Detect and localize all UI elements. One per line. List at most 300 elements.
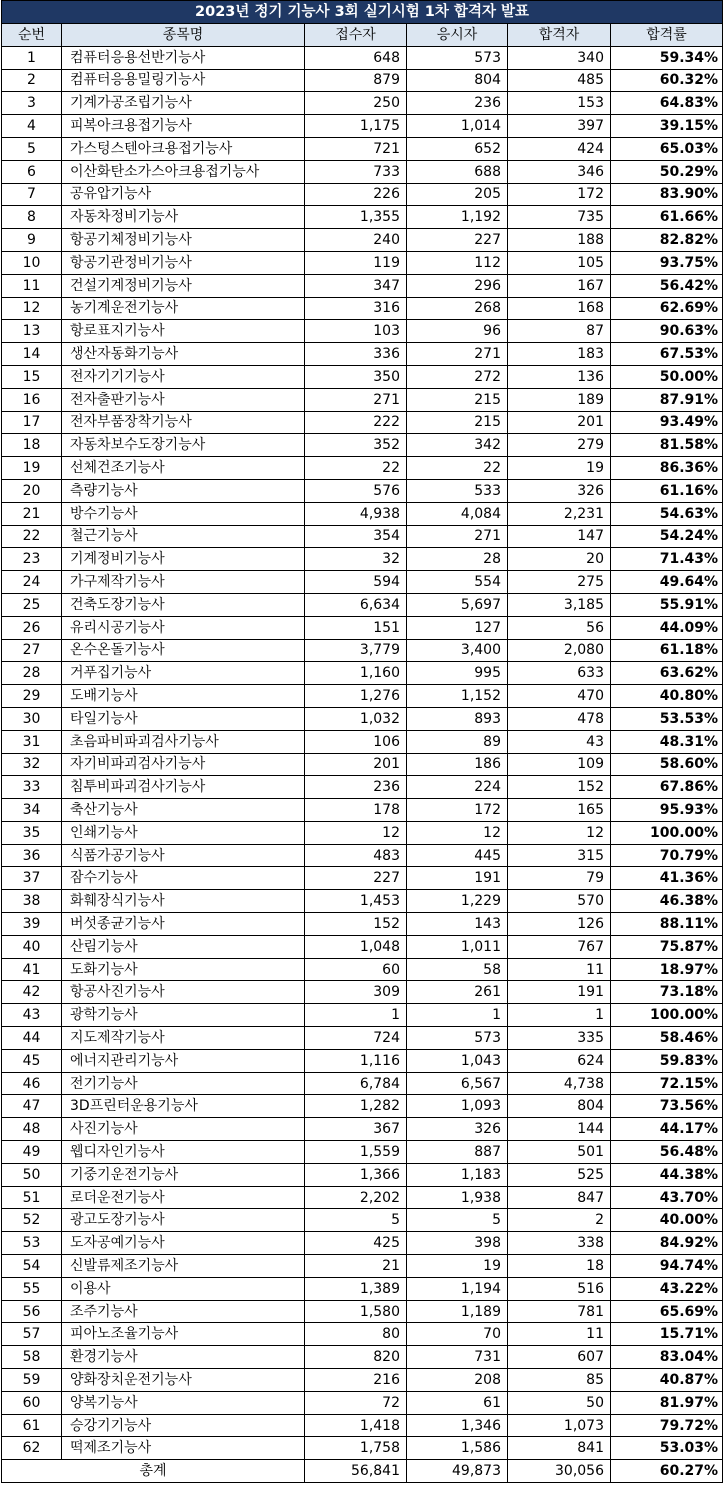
cell-passers: 50: [508, 1391, 611, 1414]
cell-no: 25: [2, 593, 62, 616]
cell-no: 22: [2, 525, 62, 548]
cell-rate: 93.75%: [611, 251, 723, 274]
cell-no: 55: [2, 1277, 62, 1300]
cell-examinees: 272: [407, 365, 508, 388]
table-row: [2, 320, 723, 343]
table-row: [2, 1049, 723, 1072]
table-row: [2, 457, 723, 480]
cell-no: 51: [2, 1186, 62, 1209]
cell-no: 30: [2, 707, 62, 730]
cell-name: 온수온돌기능사: [62, 639, 305, 662]
cell-examinees: 227: [407, 229, 508, 252]
cell-no: 23: [2, 548, 62, 571]
cell-no: 1: [2, 46, 62, 69]
table-row: [2, 1163, 723, 1186]
cell-applicants: 3,779: [305, 639, 407, 662]
cell-passers: 19: [508, 457, 611, 480]
cell-examinees: 3,400: [407, 639, 508, 662]
header-no: 순번: [2, 24, 62, 47]
cell-examinees: 186: [407, 753, 508, 776]
cell-passers: 188: [508, 229, 611, 252]
cell-name: 공유압기능사: [62, 183, 305, 206]
cell-passers: 525: [508, 1163, 611, 1186]
cell-passers: 191: [508, 981, 611, 1004]
cell-applicants: 1,276: [305, 685, 407, 708]
cell-no: 57: [2, 1323, 62, 1346]
table-row: [2, 1232, 723, 1255]
cell-applicants: 316: [305, 297, 407, 320]
cell-no: 45: [2, 1049, 62, 1072]
cell-rate: 88.11%: [611, 913, 723, 936]
table-row: [2, 1209, 723, 1232]
cell-rate: 84.92%: [611, 1232, 723, 1255]
cell-rate: 39.15%: [611, 115, 723, 138]
table-row: [2, 867, 723, 890]
cell-examinees: 573: [407, 46, 508, 69]
table-row: [2, 46, 723, 69]
cell-rate: 82.82%: [611, 229, 723, 252]
cell-applicants: 1,580: [305, 1300, 407, 1323]
table-row: [2, 525, 723, 548]
cell-examinees: 1,183: [407, 1163, 508, 1186]
cell-applicants: 5: [305, 1209, 407, 1232]
cell-examinees: 4,084: [407, 502, 508, 525]
cell-name: 유리시공기능사: [62, 616, 305, 639]
total-examinees: 49,873: [407, 1460, 508, 1483]
table-row: [2, 821, 723, 844]
cell-passers: 781: [508, 1300, 611, 1323]
cell-no: 20: [2, 479, 62, 502]
cell-name: 건설기계정비기능사: [62, 274, 305, 297]
cell-rate: 54.24%: [611, 525, 723, 548]
cell-passers: 326: [508, 479, 611, 502]
cell-passers: 189: [508, 388, 611, 411]
cell-name: 컴퓨터응용선반기능사: [62, 46, 305, 69]
cell-applicants: 4,938: [305, 502, 407, 525]
cell-examinees: 89: [407, 730, 508, 753]
cell-passers: 56: [508, 616, 611, 639]
cell-rate: 56.42%: [611, 274, 723, 297]
cell-no: 54: [2, 1255, 62, 1278]
cell-passers: 516: [508, 1277, 611, 1300]
cell-examinees: 271: [407, 525, 508, 548]
cell-no: 59: [2, 1369, 62, 1392]
cell-examinees: 58: [407, 958, 508, 981]
cell-rate: 72.15%: [611, 1072, 723, 1095]
cell-rate: 73.18%: [611, 981, 723, 1004]
cell-passers: 144: [508, 1118, 611, 1141]
cell-rate: 49.64%: [611, 571, 723, 594]
cell-no: 19: [2, 457, 62, 480]
cell-passers: 470: [508, 685, 611, 708]
cell-examinees: 1,346: [407, 1414, 508, 1437]
table-row: [2, 1277, 723, 1300]
cell-name: 기중기운전기능사: [62, 1163, 305, 1186]
cell-passers: 2,080: [508, 639, 611, 662]
cell-no: 3: [2, 92, 62, 115]
cell-no: 31: [2, 730, 62, 753]
cell-examinees: 271: [407, 343, 508, 366]
cell-passers: 18: [508, 1255, 611, 1278]
cell-examinees: 554: [407, 571, 508, 594]
cell-no: 38: [2, 890, 62, 913]
cell-applicants: 151: [305, 616, 407, 639]
cell-no: 14: [2, 343, 62, 366]
cell-passers: 335: [508, 1027, 611, 1050]
cell-no: 62: [2, 1437, 62, 1460]
cell-name: 생산자동화기능사: [62, 343, 305, 366]
table-row: [2, 183, 723, 206]
cell-passers: 183: [508, 343, 611, 366]
table-row: [2, 913, 723, 936]
cell-name: 양화장치운전기능사: [62, 1369, 305, 1392]
cell-name: 식품가공기능사: [62, 844, 305, 867]
cell-passers: 847: [508, 1186, 611, 1209]
cell-passers: 315: [508, 844, 611, 867]
cell-rate: 54.63%: [611, 502, 723, 525]
cell-applicants: 594: [305, 571, 407, 594]
cell-rate: 59.34%: [611, 46, 723, 69]
cell-passers: 397: [508, 115, 611, 138]
cell-passers: 338: [508, 1232, 611, 1255]
cell-rate: 90.63%: [611, 320, 723, 343]
cell-examinees: 112: [407, 251, 508, 274]
cell-no: 27: [2, 639, 62, 662]
cell-name: 승강기기능사: [62, 1414, 305, 1437]
cell-rate: 53.03%: [611, 1437, 723, 1460]
header-name: 종목명: [62, 24, 305, 47]
cell-applicants: 1,418: [305, 1414, 407, 1437]
cell-name: 전자출판기능사: [62, 388, 305, 411]
cell-no: 61: [2, 1414, 62, 1437]
cell-passers: 168: [508, 297, 611, 320]
cell-applicants: 240: [305, 229, 407, 252]
cell-examinees: 22: [407, 457, 508, 480]
cell-passers: 570: [508, 890, 611, 913]
cell-rate: 61.18%: [611, 639, 723, 662]
cell-no: 44: [2, 1027, 62, 1050]
cell-passers: 12: [508, 821, 611, 844]
cell-examinees: 1,043: [407, 1049, 508, 1072]
cell-applicants: 1,758: [305, 1437, 407, 1460]
cell-name: 선체건조기능사: [62, 457, 305, 480]
page-title: 2023년 정기 기능사 3회 실기시험 1차 합격자 발표: [2, 1, 723, 24]
cell-rate: 75.87%: [611, 935, 723, 958]
cell-passers: 2: [508, 1209, 611, 1232]
cell-name: 초음파비파괴검사기능사: [62, 730, 305, 753]
cell-rate: 58.60%: [611, 753, 723, 776]
cell-no: 12: [2, 297, 62, 320]
table-row: [2, 1072, 723, 1095]
cell-applicants: 1,389: [305, 1277, 407, 1300]
cell-name: 산림기능사: [62, 935, 305, 958]
cell-rate: 15.71%: [611, 1323, 723, 1346]
cell-examinees: 28: [407, 548, 508, 571]
table-row: [2, 730, 723, 753]
table-row: [2, 229, 723, 252]
cell-examinees: 205: [407, 183, 508, 206]
cell-passers: 201: [508, 411, 611, 434]
table-row: [2, 1437, 723, 1460]
cell-passers: 20: [508, 548, 611, 571]
cell-applicants: 1,160: [305, 662, 407, 685]
cell-examinees: 191: [407, 867, 508, 890]
cell-rate: 59.83%: [611, 1049, 723, 1072]
cell-rate: 71.43%: [611, 548, 723, 571]
cell-applicants: 21: [305, 1255, 407, 1278]
cell-examinees: 1,938: [407, 1186, 508, 1209]
table-row: [2, 479, 723, 502]
cell-passers: 87: [508, 320, 611, 343]
table-row: [2, 890, 723, 913]
table-row: [2, 1346, 723, 1369]
cell-name: 사진기능사: [62, 1118, 305, 1141]
cell-rate: 79.72%: [611, 1414, 723, 1437]
cell-examinees: 208: [407, 1369, 508, 1392]
total-passers: 30,056: [508, 1460, 611, 1483]
cell-applicants: 60: [305, 958, 407, 981]
header-applicants: 접수자: [305, 24, 407, 47]
table-row: [2, 206, 723, 229]
cell-applicants: 733: [305, 160, 407, 183]
cell-examinees: 1,011: [407, 935, 508, 958]
cell-name: 컴퓨터응용밀링기능사: [62, 69, 305, 92]
table-row: [2, 137, 723, 160]
cell-passers: 11: [508, 958, 611, 981]
cell-rate: 60.32%: [611, 69, 723, 92]
results-table: [1, 0, 723, 1483]
cell-rate: 73.56%: [611, 1095, 723, 1118]
cell-name: 이산화탄소가스아크용접기능사: [62, 160, 305, 183]
cell-examinees: 1,093: [407, 1095, 508, 1118]
cell-applicants: 72: [305, 1391, 407, 1414]
cell-applicants: 6,784: [305, 1072, 407, 1095]
cell-rate: 43.70%: [611, 1186, 723, 1209]
table-row: [2, 365, 723, 388]
cell-name: 광고도장기능사: [62, 1209, 305, 1232]
cell-applicants: 576: [305, 479, 407, 502]
cell-rate: 94.74%: [611, 1255, 723, 1278]
total-rate: 60.27%: [611, 1460, 723, 1483]
cell-name: 자기비파괴검사기능사: [62, 753, 305, 776]
table-row: [2, 1255, 723, 1278]
table-row: [2, 297, 723, 320]
cell-examinees: 1,189: [407, 1300, 508, 1323]
cell-passers: 275: [508, 571, 611, 594]
table-row: [2, 685, 723, 708]
cell-name: 전자부품장착기능사: [62, 411, 305, 434]
cell-examinees: 268: [407, 297, 508, 320]
cell-examinees: 70: [407, 1323, 508, 1346]
cell-passers: 2,231: [508, 502, 611, 525]
cell-examinees: 804: [407, 69, 508, 92]
cell-examinees: 261: [407, 981, 508, 1004]
cell-name: 축산기능사: [62, 799, 305, 822]
table-row: [2, 571, 723, 594]
cell-examinees: 172: [407, 799, 508, 822]
cell-name: 농기계운전기능사: [62, 297, 305, 320]
cell-applicants: 336: [305, 343, 407, 366]
cell-name: 항공사진기능사: [62, 981, 305, 1004]
cell-rate: 58.46%: [611, 1027, 723, 1050]
cell-applicants: 152: [305, 913, 407, 936]
cell-no: 4: [2, 115, 62, 138]
cell-no: 34: [2, 799, 62, 822]
cell-name: 신발류제조기능사: [62, 1255, 305, 1278]
cell-applicants: 236: [305, 776, 407, 799]
cell-name: 로더운전기능사: [62, 1186, 305, 1209]
cell-examinees: 143: [407, 913, 508, 936]
total-row: [2, 1460, 723, 1483]
cell-examinees: 1,192: [407, 206, 508, 229]
cell-rate: 41.36%: [611, 867, 723, 890]
cell-passers: 485: [508, 69, 611, 92]
cell-name: 피아노조율기능사: [62, 1323, 305, 1346]
cell-passers: 1,073: [508, 1414, 611, 1437]
cell-no: 9: [2, 229, 62, 252]
cell-passers: 424: [508, 137, 611, 160]
cell-no: 11: [2, 274, 62, 297]
cell-examinees: 573: [407, 1027, 508, 1050]
cell-examinees: 1,229: [407, 890, 508, 913]
table-row: [2, 844, 723, 867]
cell-no: 32: [2, 753, 62, 776]
cell-name: 지도제작기능사: [62, 1027, 305, 1050]
table-row: [2, 981, 723, 1004]
table-row: [2, 1004, 723, 1027]
total-applicants: 56,841: [305, 1460, 407, 1483]
cell-name: 측량기능사: [62, 479, 305, 502]
cell-applicants: 1,453: [305, 890, 407, 913]
table-row: [2, 251, 723, 274]
cell-no: 42: [2, 981, 62, 1004]
cell-examinees: 533: [407, 479, 508, 502]
cell-name: 전자기기기능사: [62, 365, 305, 388]
cell-passers: 4,738: [508, 1072, 611, 1095]
cell-name: 환경기능사: [62, 1346, 305, 1369]
cell-rate: 83.04%: [611, 1346, 723, 1369]
table-row: [2, 1323, 723, 1346]
cell-applicants: 425: [305, 1232, 407, 1255]
table-row: [2, 662, 723, 685]
cell-passers: 3,185: [508, 593, 611, 616]
cell-rate: 81.97%: [611, 1391, 723, 1414]
cell-examinees: 19: [407, 1255, 508, 1278]
header-examinees: 응시자: [407, 24, 508, 47]
cell-passers: 841: [508, 1437, 611, 1460]
cell-name: 도배기능사: [62, 685, 305, 708]
table-row: [2, 753, 723, 776]
cell-passers: 126: [508, 913, 611, 936]
cell-examinees: 688: [407, 160, 508, 183]
table-row: [2, 343, 723, 366]
table-row: [2, 160, 723, 183]
table-row: [2, 1027, 723, 1050]
header-row: [2, 24, 723, 47]
cell-rate: 55.91%: [611, 593, 723, 616]
cell-rate: 70.79%: [611, 844, 723, 867]
cell-passers: 478: [508, 707, 611, 730]
table-row: [2, 958, 723, 981]
cell-applicants: 1,032: [305, 707, 407, 730]
table-row: [2, 1414, 723, 1437]
table-row: [2, 274, 723, 297]
cell-rate: 100.00%: [611, 1004, 723, 1027]
table-row: [2, 616, 723, 639]
cell-name: 철근기능사: [62, 525, 305, 548]
cell-applicants: 309: [305, 981, 407, 1004]
cell-examinees: 1,152: [407, 685, 508, 708]
table-row: [2, 92, 723, 115]
cell-no: 18: [2, 434, 62, 457]
cell-rate: 83.90%: [611, 183, 723, 206]
cell-no: 15: [2, 365, 62, 388]
cell-rate: 86.36%: [611, 457, 723, 480]
cell-applicants: 222: [305, 411, 407, 434]
cell-name: 건축도장기능사: [62, 593, 305, 616]
cell-examinees: 12: [407, 821, 508, 844]
cell-passers: 11: [508, 1323, 611, 1346]
header-passers: 합격자: [508, 24, 611, 47]
cell-passers: 85: [508, 1369, 611, 1392]
cell-passers: 136: [508, 365, 611, 388]
title-row: [2, 1, 723, 24]
cell-examinees: 1: [407, 1004, 508, 1027]
cell-applicants: 879: [305, 69, 407, 92]
cell-no: 24: [2, 571, 62, 594]
table-row: [2, 593, 723, 616]
cell-applicants: 483: [305, 844, 407, 867]
cell-passers: 501: [508, 1141, 611, 1164]
cell-applicants: 6,634: [305, 593, 407, 616]
cell-name: 조주기능사: [62, 1300, 305, 1323]
cell-rate: 48.31%: [611, 730, 723, 753]
cell-no: 8: [2, 206, 62, 229]
cell-rate: 65.69%: [611, 1300, 723, 1323]
cell-name: 에너지관리기능사: [62, 1049, 305, 1072]
cell-name: 화훼장식기능사: [62, 890, 305, 913]
cell-applicants: 227: [305, 867, 407, 890]
cell-name: 버섯종균기능사: [62, 913, 305, 936]
cell-applicants: 367: [305, 1118, 407, 1141]
cell-name: 항공기관정비기능사: [62, 251, 305, 274]
cell-no: 2: [2, 69, 62, 92]
cell-rate: 61.66%: [611, 206, 723, 229]
cell-no: 28: [2, 662, 62, 685]
cell-name: 가스텅스텐아크용접기능사: [62, 137, 305, 160]
cell-name: 항로표지기능사: [62, 320, 305, 343]
cell-no: 56: [2, 1300, 62, 1323]
table-row: [2, 115, 723, 138]
cell-rate: 87.91%: [611, 388, 723, 411]
cell-no: 47: [2, 1095, 62, 1118]
cell-no: 35: [2, 821, 62, 844]
cell-rate: 100.00%: [611, 821, 723, 844]
cell-no: 40: [2, 935, 62, 958]
cell-name: 양복기능사: [62, 1391, 305, 1414]
cell-passers: 43: [508, 730, 611, 753]
cell-rate: 62.69%: [611, 297, 723, 320]
cell-name: 기계정비기능사: [62, 548, 305, 571]
cell-applicants: 1,048: [305, 935, 407, 958]
cell-examinees: 1,194: [407, 1277, 508, 1300]
cell-no: 52: [2, 1209, 62, 1232]
cell-rate: 44.09%: [611, 616, 723, 639]
cell-applicants: 721: [305, 137, 407, 160]
cell-examinees: 893: [407, 707, 508, 730]
cell-applicants: 32: [305, 548, 407, 571]
table-row: [2, 1391, 723, 1414]
